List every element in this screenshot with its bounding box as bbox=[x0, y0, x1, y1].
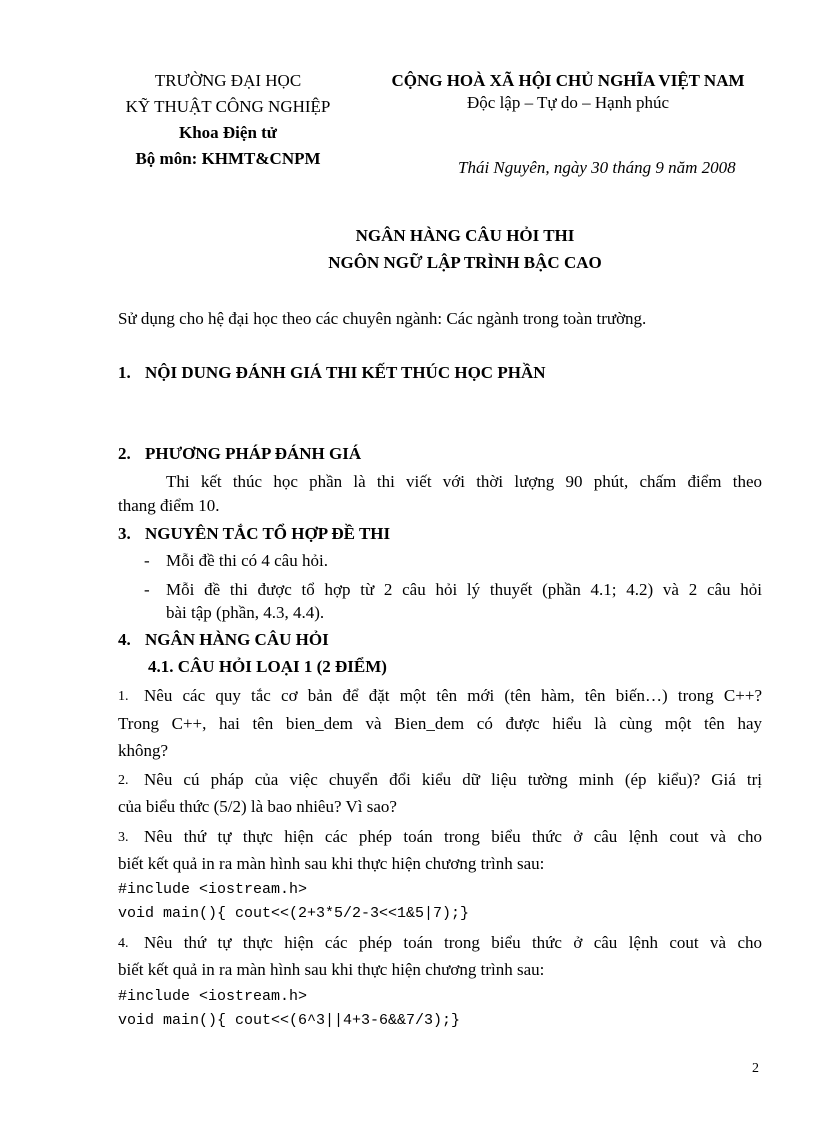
section-1-title: NỘI DUNG ĐÁNH GIÁ THI KẾT THÚC HỌC PHẦN bbox=[145, 363, 546, 382]
question-2-text: Nêu cú pháp của việc chuyển đổi kiểu dữ liệu tường minh (ép kiểu)? Giá trị bbox=[144, 770, 762, 789]
school-name: TRƯỜNG ĐẠI HỌC bbox=[154, 71, 302, 90]
national-motto: Độc lập – Tự do – Hạnh phúc bbox=[467, 93, 669, 112]
question-4-text: Nêu thứ tự thực hiện các phép toán trong biểu thức ở câu lệnh cout và cho bbox=[144, 933, 762, 952]
section-2-text: Thi kết thúc học phần là thi viết với thời lượng 90 phút, chấm điểm theo bbox=[166, 472, 762, 491]
school-name-2: KỸ THUẬT CÔNG NGHIỆP bbox=[125, 97, 331, 116]
question-4-number: 4. bbox=[118, 936, 129, 951]
section-4-number: 4. bbox=[118, 630, 131, 649]
question-1-text-cont: Trong C++, hai tên bien_dem và Bien_dem có được hiểu là cùng một tên hay bbox=[118, 714, 762, 733]
section-2-title: PHƯƠNG PHÁP ĐÁNH GIÁ bbox=[145, 444, 362, 463]
bullet-dash: - bbox=[144, 551, 150, 570]
code-line: void main(){ cout<<(2+3*5/2-3<<1&5|7);} bbox=[118, 905, 470, 922]
question-3-text-cont: biết kết quả in ra màn hình sau khi thực hiện chương trình sau: bbox=[118, 854, 545, 873]
question-2-text-cont: của biểu thức (5/2) là bao nhiêu? Vì sao? bbox=[118, 797, 397, 816]
list-item: Mỗi đề thi có 4 câu hỏi. bbox=[166, 551, 328, 570]
intro-text: Sử dụng cho hệ đại học theo các chuyên ngành: Các ngành trong toàn trường. bbox=[118, 309, 647, 328]
list-item-cont: bài tập (phần, 4.3, 4.4). bbox=[166, 603, 325, 622]
bullet-dash: - bbox=[144, 580, 150, 599]
question-1-number: 1. bbox=[118, 689, 129, 704]
section-3-title: NGUYÊN TẮC TỔ HỢP ĐỀ THI bbox=[145, 524, 391, 543]
question-2-number: 2. bbox=[118, 773, 129, 788]
subsection-title: 4.1. CÂU HỎI LOẠI 1 (2 ĐIỂM) bbox=[148, 657, 387, 676]
section-4-title: NGÂN HÀNG CÂU HỎI bbox=[145, 630, 329, 649]
national-title: CỘNG HOÀ XÃ HỘI CHỦ NGHĨA VIỆT NAM bbox=[391, 71, 745, 90]
faculty-name: Khoa Điện tử bbox=[178, 123, 278, 142]
place-date: Thái Nguyên, ngày 30 tháng 9 năm 2008 bbox=[458, 158, 736, 177]
document-title: NGÂN HÀNG CÂU HỎI THI bbox=[355, 226, 575, 245]
page-number: 2 bbox=[752, 1061, 759, 1076]
question-3-text: Nêu thứ tự thực hiện các phép toán trong biểu thức ở câu lệnh cout và cho bbox=[144, 827, 762, 846]
section-3-number: 3. bbox=[118, 524, 131, 543]
list-item: Mỗi đề thi được tổ hợp từ 2 câu hỏi lý thuyết (phần 4.1; 4.2) và 2 câu hỏi bbox=[166, 580, 762, 599]
section-2-text-cont: thang điểm 10. bbox=[118, 496, 220, 515]
department-name: Bộ môn: KHMT&CNPM bbox=[135, 149, 321, 168]
code-line: void main(){ cout<<(6^3||4+3-6&&7/3);} bbox=[118, 1012, 461, 1029]
question-1-text-end: không? bbox=[118, 741, 169, 760]
question-1-text: Nêu các quy tắc cơ bản để đặt một tên mới (tên hàm, tên biến…) trong C++? bbox=[144, 686, 762, 705]
code-line: #include <iostream.h> bbox=[118, 988, 308, 1005]
question-4-text-cont: biết kết quả in ra màn hình sau khi thực hiện chương trình sau: bbox=[118, 960, 545, 979]
question-3-number: 3. bbox=[118, 830, 129, 845]
code-line: #include <iostream.h> bbox=[118, 881, 308, 898]
document-subtitle: NGÔN NGỮ LẬP TRÌNH BẬC CAO bbox=[328, 253, 602, 272]
section-1-number: 1. bbox=[118, 363, 131, 382]
section-2-number: 2. bbox=[118, 444, 131, 463]
